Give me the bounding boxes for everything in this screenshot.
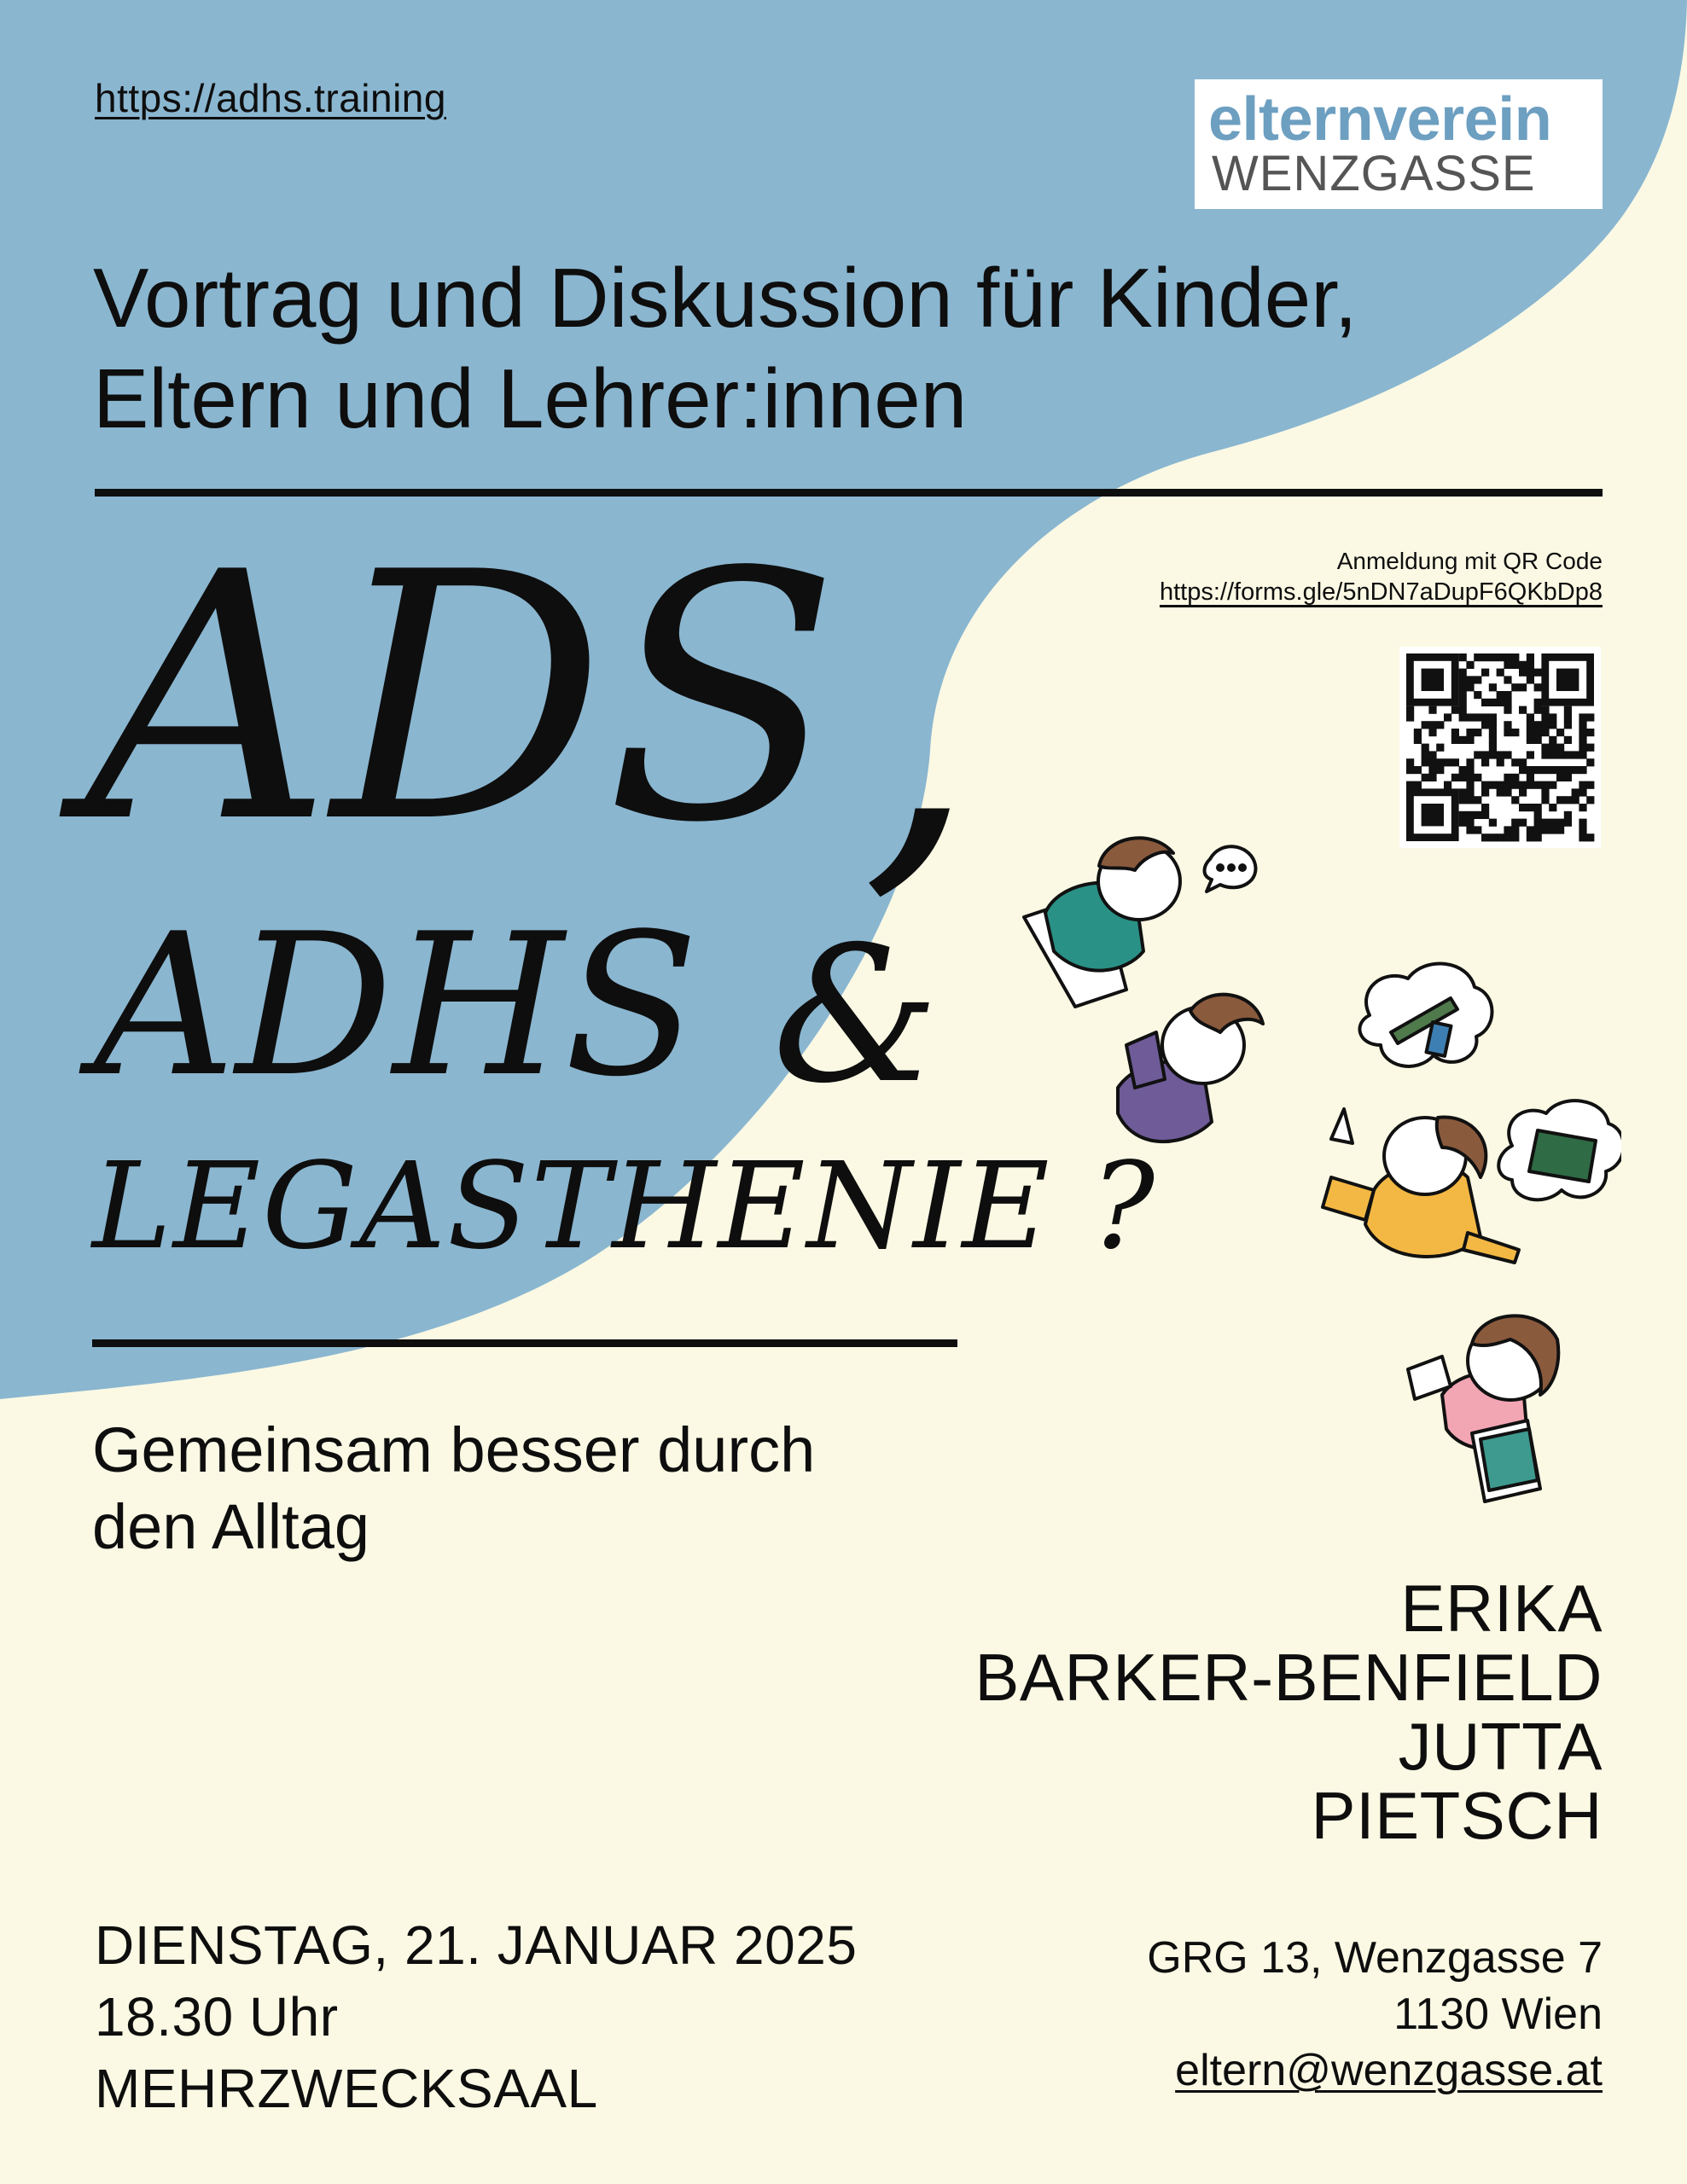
logo-line-2: WENZGASSE: [1212, 146, 1536, 201]
divider-top: [95, 489, 1603, 497]
email-link[interactable]: eltern@wenzgasse.at: [1175, 2046, 1603, 2095]
address-street: GRG 13, Wenzgasse 7: [1147, 1933, 1603, 1983]
qr-code-icon[interactable]: [1399, 647, 1601, 848]
subtitle: [92, 1412, 815, 1565]
address-city: 1130 Wien: [1393, 1989, 1603, 2039]
speakers: [974, 1571, 1603, 1853]
registration-link[interactable]: https://forms.gle/5nDN7aDupF6QKbDp8: [1159, 578, 1603, 606]
headline: [93, 247, 1629, 449]
event-info: [95, 1909, 857, 2124]
title-ampersand: &: [772, 906, 939, 1124]
website-link[interactable]: https://adhs.training: [95, 76, 446, 120]
headline-line-2: Eltern und Lehrer:innen: [93, 351, 968, 445]
child-teal-illustration: [1024, 838, 1255, 1007]
speaker-2-first-name: JUTTA: [1398, 1709, 1603, 1784]
headline-line-1: Vortrag und Diskussion für Kinder,: [93, 251, 1358, 345]
child-yellow-illustration: [1323, 1101, 1621, 1263]
event-date: DIENSTAG, 21. JANUAR 2025: [95, 1914, 858, 1976]
speaker-2-last-name: PIETSCH: [1311, 1778, 1603, 1853]
speaker-1-first-name: ERIKA: [1400, 1571, 1603, 1646]
title-adhs: ADHS: [94, 892, 699, 1120]
event-room: MEHRZWECKSAAL: [95, 2058, 598, 2119]
subtitle-line-1: Gemeinsam besser durch: [92, 1414, 816, 1485]
subtitle-line-2: den Alltag: [92, 1491, 370, 1562]
divider-bottom: [92, 1339, 957, 1347]
event-time: 18.30 Uhr: [95, 1986, 339, 2048]
address: [1147, 1930, 1603, 2099]
thought-bubble-pencil-illustration: [1359, 964, 1492, 1066]
child-pink-illustration: [1408, 1316, 1558, 1502]
logo-line-1: elternverein: [1208, 85, 1552, 154]
title-legasthenie: LEGASTHENIE ?: [92, 1137, 1157, 1276]
title-ads: ADS: [85, 501, 840, 897]
logo: [1195, 79, 1603, 209]
speaker-1-last-name: BARKER-BENFIELD: [974, 1640, 1603, 1715]
children-illustration: [1007, 832, 1621, 1548]
child-purple-illustration: [1118, 995, 1263, 1141]
qr-caption: Anmeldung mit QR Code: [1336, 548, 1603, 574]
title-comma: ,: [862, 516, 976, 933]
